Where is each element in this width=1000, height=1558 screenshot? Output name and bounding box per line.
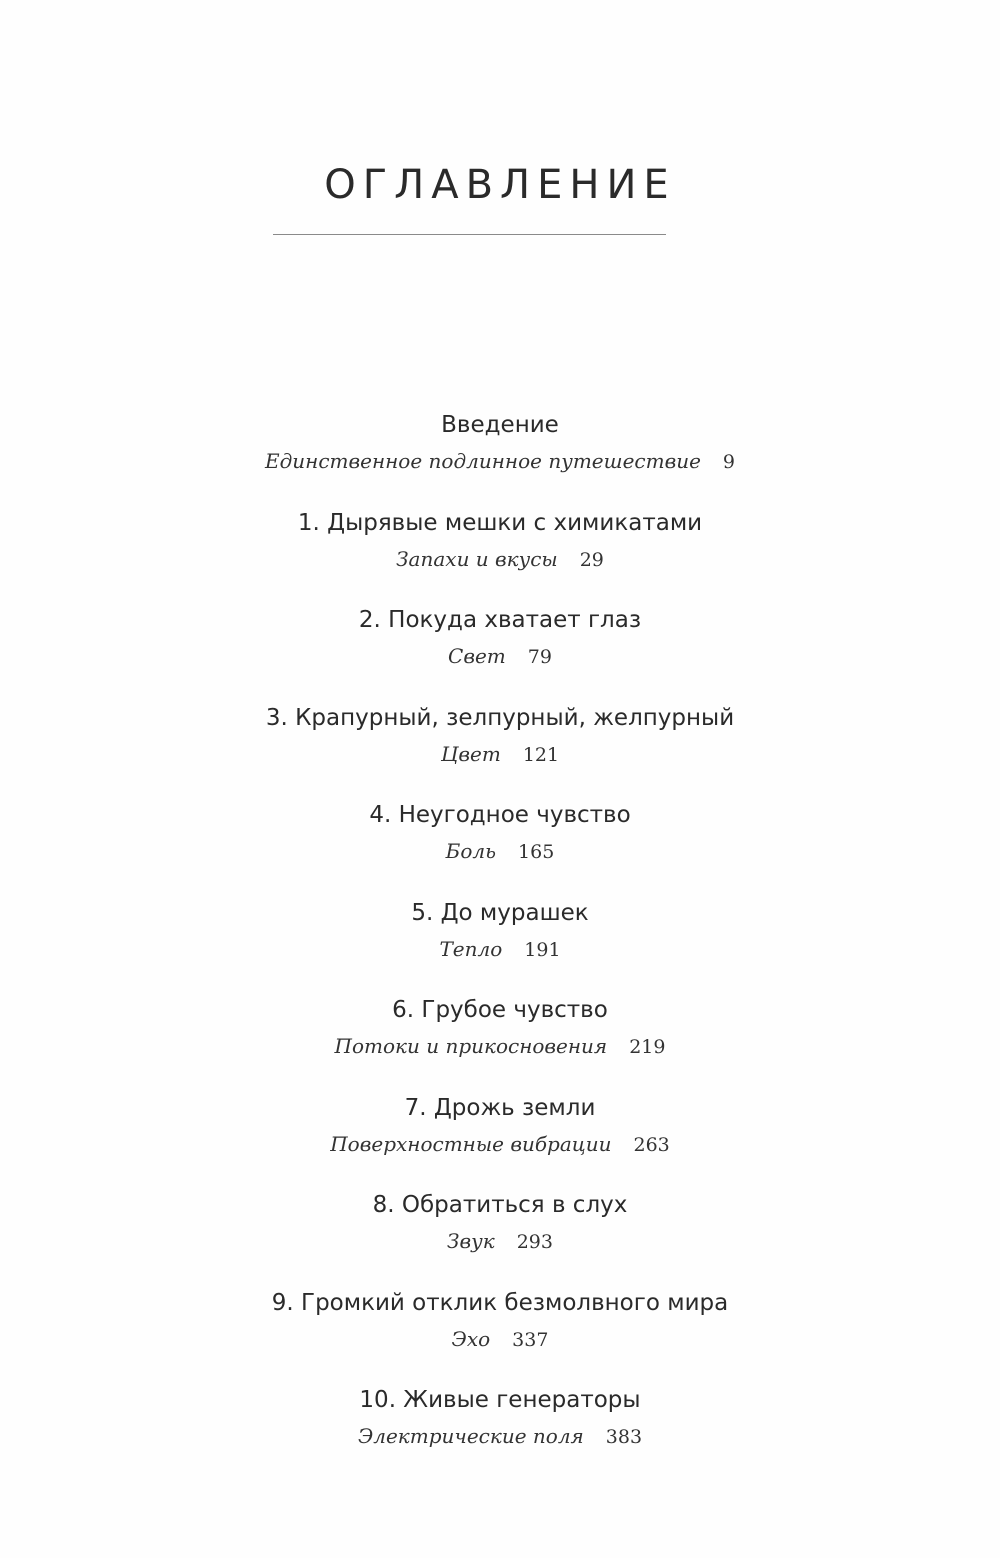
chapter-subtitle: Боль: [445, 839, 497, 863]
chapter-title: 7. Дрожь земли: [404, 1094, 596, 1121]
page-number: 263: [633, 1133, 670, 1156]
chapter-subtitle: Электрические поля: [357, 1424, 584, 1448]
page-number: 79: [527, 646, 552, 668]
chapter-subtitle: Эхо: [451, 1326, 491, 1351]
table-of-contents: [0, 407, 1000, 1480]
chapter-title: 2. Покуда хватает глаз: [358, 607, 642, 633]
chapter-subtitle: Свет: [448, 644, 506, 668]
page-number: 121: [522, 743, 560, 766]
chapter-subtitle: Запахи и вкусы: [396, 546, 558, 571]
toc-entry-8[interactable]: [0, 1187, 1000, 1285]
toc-entry-intro[interactable]: [0, 407, 1000, 505]
page-title-text: ОГЛАВЛЕНИЕ: [324, 162, 676, 208]
chapter-subtitle: Поверхностные вибрации: [330, 1131, 612, 1156]
page-number: 29: [579, 548, 604, 571]
chapter-title: 9. Громкий отклик безмолвного мира: [271, 1289, 729, 1316]
chapter-subtitle: Тепло: [439, 936, 503, 961]
toc-entry-3[interactable]: [0, 700, 1000, 798]
toc-entry-7[interactable]: [0, 1090, 1000, 1188]
chapter-title: 3. Крапурный, зелпурный, желпурный: [265, 704, 735, 731]
page-number: 383: [605, 1426, 643, 1448]
toc-entry-10[interactable]: [0, 1382, 1000, 1480]
toc-entry-1[interactable]: [0, 505, 1000, 603]
toc-entry-9[interactable]: [0, 1285, 1000, 1383]
page-number: 293: [516, 1231, 553, 1253]
page-number: 337: [512, 1328, 549, 1351]
chapter-subtitle: Цвет: [440, 741, 501, 766]
page-number: 219: [629, 1036, 666, 1058]
chapter-subtitle: Потоки и прикосновения: [334, 1034, 608, 1058]
chapter-title: 6. Грубое чувство: [392, 997, 608, 1023]
toc-entry-4[interactable]: [0, 797, 1000, 895]
toc-entry-2[interactable]: [0, 602, 1000, 700]
chapter-subtitle: Единственное подлинное путешествие: [264, 449, 701, 473]
toc-entry-5[interactable]: [0, 895, 1000, 993]
toc-entry-6[interactable]: [0, 992, 1000, 1090]
chapter-title: 8. Обратиться в слух: [372, 1192, 628, 1218]
chapter-title: 4. Неугодное чувство: [369, 802, 631, 828]
title-divider: [273, 234, 666, 235]
page-number: 9: [722, 451, 736, 473]
chapter-title: 10. Живые генераторы: [359, 1387, 641, 1413]
page-title: [0, 160, 1000, 210]
chapter-title: 5. До мурашек: [411, 899, 589, 926]
chapter-title: Введение: [441, 412, 559, 438]
chapter-title: 1. Дырявые мешки с химикатами: [297, 509, 703, 536]
page-number: 165: [518, 841, 555, 863]
page-number: 191: [524, 938, 561, 961]
chapter-subtitle: Звук: [447, 1229, 495, 1253]
